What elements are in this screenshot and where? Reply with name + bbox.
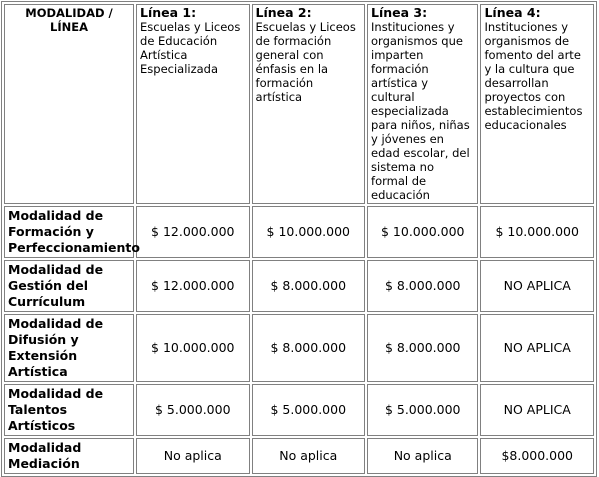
amount-cell: $ 8.000.000 (252, 314, 366, 382)
header-row (4, 4, 594, 204)
table-row (4, 384, 594, 436)
amount-cell: $ 5.000.000 (136, 384, 250, 436)
table-row (4, 438, 594, 474)
line-3-label: Línea 3: (371, 5, 428, 20)
line-1-label: Línea 1: (140, 5, 197, 20)
line-4-label: Línea 4: (484, 5, 541, 20)
amount-cell: No aplica (252, 438, 366, 474)
line-3-desc: Instituciones y organismos que imparten formación artística y cultural especializada para niños, niñas y jóvenes en edad escolar, del sistema no formal de educación (371, 20, 470, 202)
amount-cell: NO APLICA (480, 384, 594, 436)
amount-cell: $ 12.000.000 (136, 206, 250, 258)
funding-table (1, 1, 597, 477)
line-3-header (367, 4, 478, 204)
amount-cell: $ 5.000.000 (367, 384, 478, 436)
line-1-header (136, 4, 250, 204)
amount-cell: $ 8.000.000 (367, 314, 478, 382)
table-row (4, 314, 594, 382)
amount-cell: $8.000.000 (480, 438, 594, 474)
amount-cell: $ 10.000.000 (252, 206, 366, 258)
line-2-desc: Escuelas y Liceos de formación general con énfasis en la formación artística (255, 20, 356, 104)
corner-header: MODALIDAD / LÍNEA (4, 4, 134, 204)
table-row (4, 260, 594, 312)
line-4-desc: Instituciones y organismos de fomento del arte y la cultura que desarrollan proyectos con establecimientos educacionales (484, 20, 583, 132)
amount-cell: $ 10.000.000 (480, 206, 594, 258)
amount-cell: NO APLICA (480, 314, 594, 382)
line-1-desc: Escuelas y Liceos de Educación Artística Especializada (140, 20, 241, 76)
line-4-header (480, 4, 594, 204)
line-2-header (252, 4, 366, 204)
table-row (4, 206, 594, 258)
amount-cell: $ 10.000.000 (136, 314, 250, 382)
amount-cell: $ 5.000.000 (252, 384, 366, 436)
amount-cell: $ 8.000.000 (252, 260, 366, 312)
modalidad-label: Modalidad de Talentos Artísticos (4, 384, 134, 436)
amount-cell: $ 12.000.000 (136, 260, 250, 312)
amount-cell: $ 8.000.000 (367, 260, 478, 312)
modalidad-label: Modalidad de Formación y Perfeccionamiento (4, 206, 134, 258)
modalidad-label: Modalidad de Difusión y Extensión Artística (4, 314, 134, 382)
amount-cell: No aplica (367, 438, 478, 474)
amount-cell: NO APLICA (480, 260, 594, 312)
line-2-label: Línea 2: (255, 5, 312, 20)
amount-cell: No aplica (136, 438, 250, 474)
modalidad-label: Modalidad Mediación (4, 438, 134, 474)
amount-cell: $ 10.000.000 (367, 206, 478, 258)
modalidad-label: Modalidad de Gestión del Currículum (4, 260, 134, 312)
